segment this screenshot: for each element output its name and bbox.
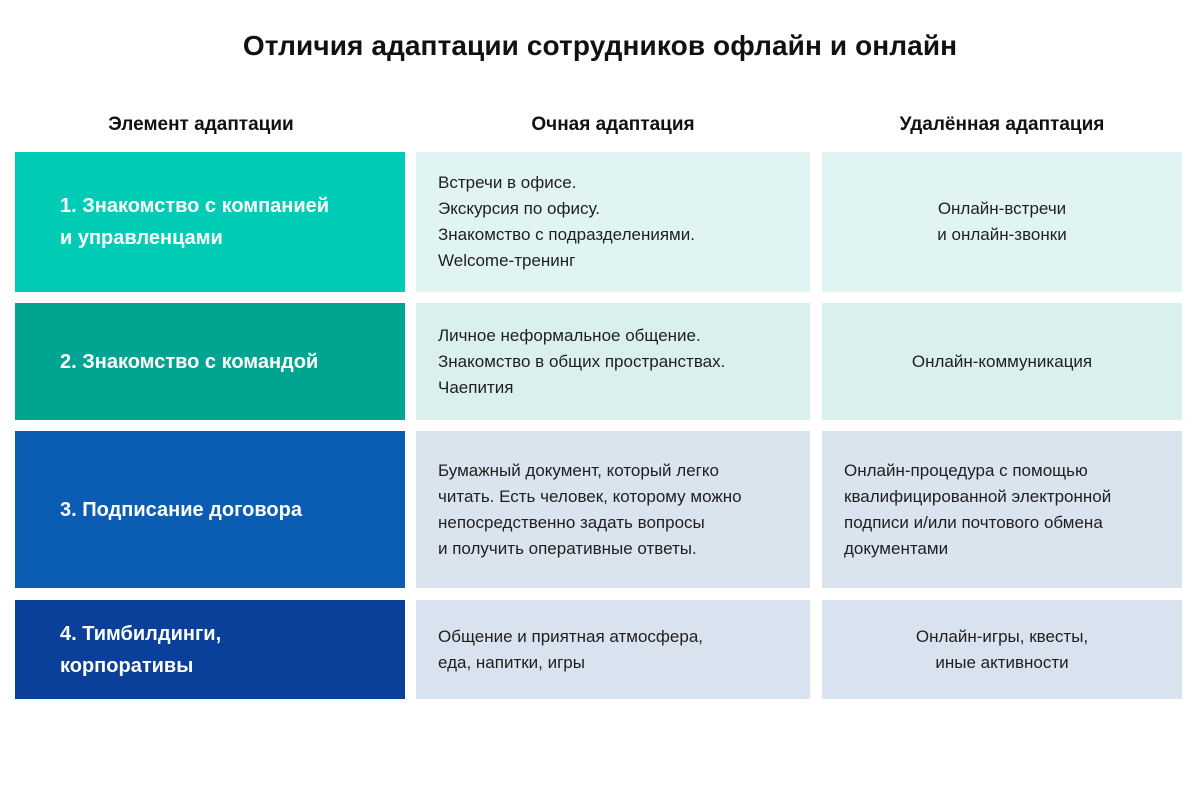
row-3-office-text: Бумажный документ, который легко читать. Есть человек, которому можно непосредственно задать вопросы и получить оперативные ответы. <box>438 460 742 558</box>
row-4-office-cell <box>416 600 810 699</box>
row-1-remote-text: Онлайн-встречи и онлайн-звонки <box>937 199 1067 244</box>
row-2-element-text: 2. Знакомство с командой <box>60 350 319 373</box>
column-header-remote: Удалённая адаптация <box>899 114 1105 135</box>
column-header-element: Элемент адаптации <box>108 114 294 135</box>
row-3-element-text: 3. Подписание договора <box>60 498 302 521</box>
row-1-element-text: 1. Знакомство с компанией и управленцами <box>60 195 330 249</box>
row-3-remote-cell <box>822 431 1182 588</box>
row-3-office-cell <box>416 431 810 588</box>
row-2-element-cell <box>15 303 405 420</box>
row-1-office-cell <box>416 152 810 292</box>
row-3-remote-text: Онлайн-процедура с помощью квалифицированной электронной подписи и/или почтового обмена документами <box>844 460 1112 558</box>
row-4-remote-cell <box>822 600 1182 699</box>
column-header-office: Очная адаптация <box>531 114 695 135</box>
page-title: Отличия адаптации сотрудников офлайн и онлайн <box>242 30 958 61</box>
row-1-office-text: Встречи в офисе. Экскурсия по офису. Знакомство с подразделениями. Welcome-тренинг <box>438 173 695 270</box>
row-4-element-text: 4. Тимбилдинги, корпоративы <box>60 622 222 677</box>
row-2-office-cell <box>416 303 810 420</box>
row-1-remote-cell <box>822 152 1182 292</box>
row-1-element-cell <box>15 152 405 292</box>
row-2-remote-text: Онлайн-коммуникация <box>911 351 1093 371</box>
row-2-remote-cell <box>822 303 1182 420</box>
row-4-element-cell <box>15 600 405 699</box>
row-3-element-cell <box>15 431 405 588</box>
row-4-remote-text: Онлайн-игры, квесты, иные активности <box>915 626 1089 672</box>
row-4-office-text: Общение и приятная атмосфера, еда, напитки, игры <box>438 626 703 672</box>
row-2-office-text: Личное неформальное общение. Знакомство в общих пространствах. Чаепития <box>438 325 726 397</box>
